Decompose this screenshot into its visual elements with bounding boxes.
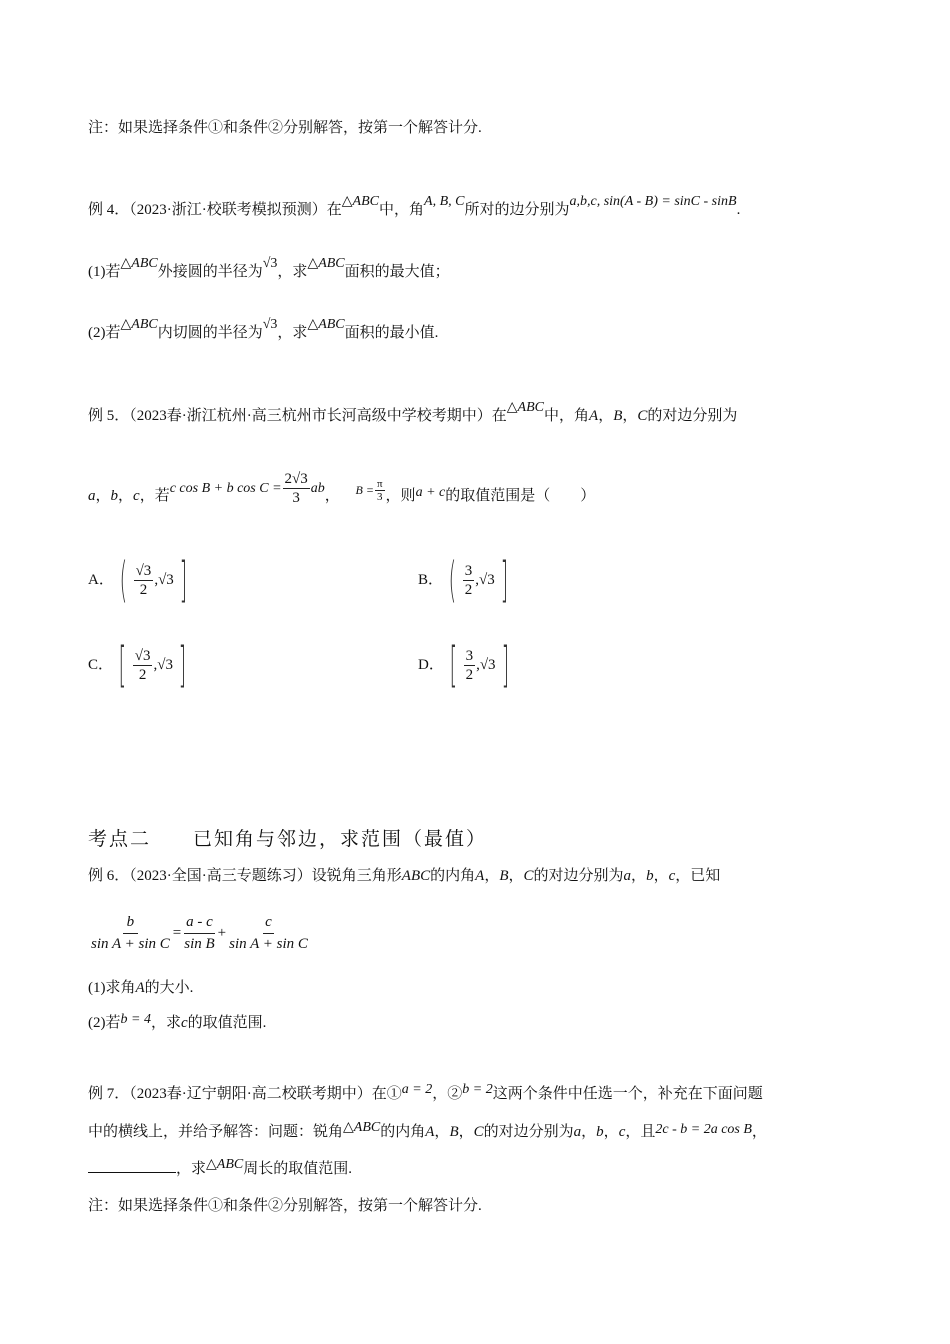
example-source: （2023春·浙江杭州·高三杭州市长河高级中学校考期中） <box>129 408 492 424</box>
equation-left: c cos B + b cos C = <box>169 481 282 496</box>
triangle-abc: △ABC <box>506 400 544 415</box>
fraction-2sqrt3-over-3: $\frac{2√3}{3}$ <box>284 471 308 507</box>
example-source: （2023·全国·高三专题练习） <box>129 868 312 884</box>
option-b[interactable]: B． ( $\frac{3}{2}$ , √3 ] <box>418 552 508 608</box>
option-d[interactable]: D． [ $\frac{3}{2}$ , √3 ] <box>418 637 509 693</box>
condition-formula: 2c - b = 2a cos B <box>655 1122 752 1137</box>
triangle-abc: △ABC <box>206 1157 244 1172</box>
example-5-condition: a，b，c，若c cos B + b cos C = $\frac{2√3}{3}$ ab， $^{B =}$ $\frac{\pi}{3}$ ，则a + c的取值范围是（ ） <box>88 471 596 507</box>
example-6-q1: (1)求角A的大小. <box>88 980 194 996</box>
triangle-abc: △ABC <box>307 317 345 332</box>
radius-value: √3 <box>262 317 278 332</box>
note-bottom: 注：如果选择条件①和条件②分别解答，按第一个解答计分. <box>88 1198 482 1214</box>
fraction: $\frac{√3}{2}$ <box>135 562 152 598</box>
section-heading: 考点二 已知角与邻边，求范围（最值） <box>88 828 488 850</box>
fraction: $\frac{3}{2}$ <box>464 562 473 598</box>
example-7-line2: 中的横线上，并给予解答：问题：锐角△ABC的内角A，B，C的对边分别为a，b，c，且2c - b = 2a cos B， <box>88 1120 767 1140</box>
example-label: 例 4． <box>88 202 130 218</box>
example-6-q2: (2)若b = 4，求c的取值范围. <box>88 1012 267 1031</box>
option-a[interactable]: A． ( $\frac{√3}{2}$ , √3 ] <box>88 552 187 608</box>
example-5-stem: 例 5．（2023春·浙江杭州·高三杭州市长河高级中学校考期中）在△ABC中，角A，B，C的对边分别为 <box>88 400 738 424</box>
angle-b-label: B = <box>355 483 374 497</box>
fraction: $\frac{3}{2}$ <box>465 647 474 683</box>
example-7-line3: ，求△ABC周长的取值范围. <box>88 1158 352 1181</box>
example-4-q1: (1)若△ABC外接圆的半径为√3，求△ABC面积的最大值； <box>88 256 450 280</box>
note-top: 注：如果选择条件①和条件②分别解答，按第一个解答计分. <box>88 120 482 136</box>
example-label: 例 5． <box>88 408 130 424</box>
answer-blank[interactable] <box>88 1158 176 1173</box>
example-6-equation: $\frac{b}{\text{sin A + sin C}}$ = $\frac{a - c}{\text{sin B}}$ + $\frac{c}{\text{sin A + sin C}}$ <box>91 914 308 952</box>
example-4-q2: (2)若△ABC内切圆的半径为√3，求△ABC面积的最小值. <box>88 317 439 341</box>
fraction-pi-over-3: $\frac{\pi}{3}$ <box>376 478 383 504</box>
triangle-abc: △ABC <box>120 317 158 332</box>
example-4-stem: 例 4．（2023·浙江·校联考模拟预测）在△ABC中，角A, B, C所对的边分别为a,b,c, sin(A - B) = sinC - sinB. <box>88 194 741 218</box>
a-plus-c: a + c <box>415 485 446 500</box>
example-source: （2023·浙江·校联考模拟预测） <box>129 202 327 218</box>
example-7-stem: 例 7．（2023春·辽宁朝阳·高二校联考期中）在①a = 2，②b = 2这两个条件中任选一个，补充在下面问题 <box>88 1082 763 1102</box>
fraction: $\frac{√3}{2}$ <box>134 647 151 683</box>
radius-value: √3 <box>262 256 278 271</box>
example-label: 例 6． <box>88 868 130 884</box>
triangle-abc: △ABC <box>120 256 158 271</box>
condition-formula: a,b,c, sin(A - B) = sinC - sinB <box>569 194 737 209</box>
example-6-stem: 例 6．（2023·全国·高三专题练习）设锐角三角形ABC的内角A，B，C的对边分别为a，b，c，已知 <box>88 868 721 884</box>
triangle-abc: △ABC <box>343 1120 381 1135</box>
triangle-abc: △ABC <box>341 194 379 209</box>
example-label: 例 7． <box>88 1086 130 1102</box>
triangle-abc: △ABC <box>307 256 345 271</box>
option-c[interactable]: C． [ $\frac{√3}{2}$ , √3 ] <box>88 637 187 693</box>
angles-abc: A, B, C <box>424 194 465 209</box>
example-source: （2023春·辽宁朝阳·高二校联考期中） <box>129 1086 372 1102</box>
